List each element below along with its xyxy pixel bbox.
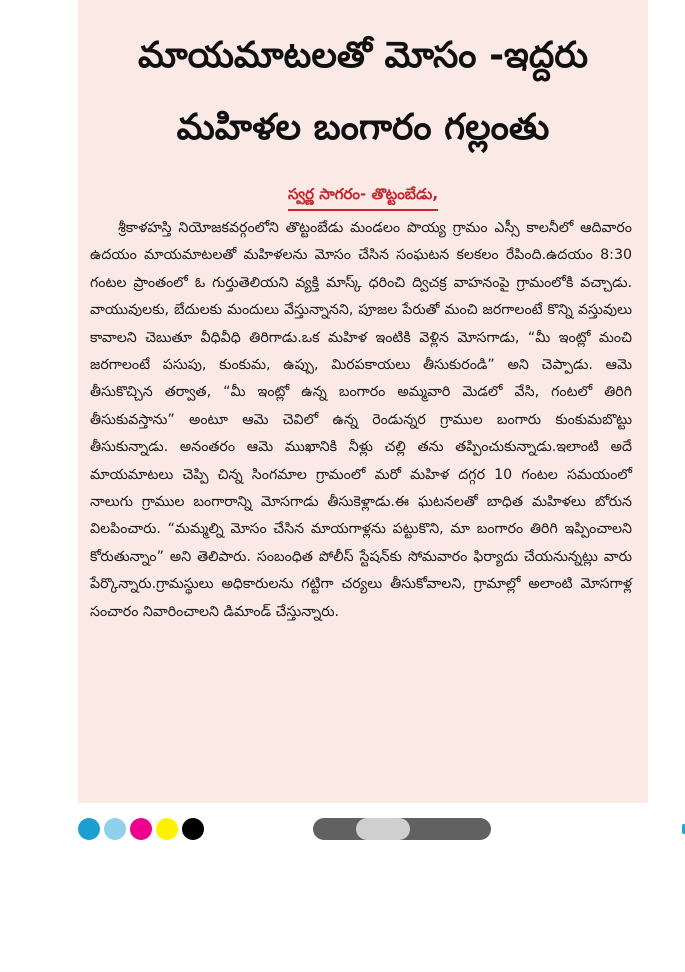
- cyan-dot: [78, 818, 100, 840]
- byline-container: [78, 184, 648, 211]
- registration-color-dots: [78, 818, 204, 840]
- light-cyan-dot: [104, 818, 126, 840]
- magenta-dot: [130, 818, 152, 840]
- article-body: శ్రీకాళహస్తి నియోజకవర్గంలోని తొట్టంబేడు మండలం పొయ్య గ్రామం ఎస్సీ కాలనీలో ఆదివారం ఉదయం మాయమాటలతో మహిళలను మోసం చేసిన సంఘటన కలకలం రేపింది.ఉదయం 8:30 గంటల ప్రాంతంలో ఓ గుర్తుతెలియని వ్యక్తి మాస్క్ ధరించి ద్విచక్ర వాహనంపై గ్రామంలోకి వచ్చాడు. వాయువులకు, బేదులకు మందులు వేస్తున్నానని, పూజల పేరుతో మంచి జరగాలంటే కొన్ని వస్తువులు కావాలని చెబుతూ వీధివీధి తిరిగాడు.ఒక మహిళ ఇంటికి వెళ్లిన మోసగాడు, “మీ ఇంట్లో మంచి జరగాలంటే పసుపు, కుంకుమ, ఉప్పు, మిరపకాయలు తీసుకురండి” అని చెప్పాడు. ఆమె తీసుకొచ్చిన తర్వాత, “మీ ఇంట్లో ఉన్న బంగారం అమ్మవారి మెడలో వేసి, గంటలో తిరిగి తీసుకువస్తాను” అంటూ ఆమె చెవిలో ఉన్న రెండున్నర గ్రాముల బంగారు కుంకుమబొట్టు తీసుకున్నాడు. అనంతరం ఆమె ముఖానికి నీళ్లు చల్లి తను తప్పించుకున్నాడు.ఇలాంటి అదే మాయమాటలు చెప్పి చిన్న సింగమాల గ్రామంలో మరో మహిళ దగ్గర 10 గంటల సమయంలో నాలుగు గ్రాముల బంగారాన్ని మోసగాడు తీసుకెళ్లాడు.ఈ ఘటనలతో బాధిత మహిళలు బోరున విలపించారు. “మమ్మల్ని మోసం చేసిన మాయగాళ్లను పట్టుకొని, మా బంగారం తిరిగి ఇప్పించాలని కోరుతున్నాం” అని తెలిపారు. సంబంధిత పోలీస్ స్టేషన్‌కు సోమవారం ఫిర్యాదు చేయనున్నట్లు వారు పేర్కొన్నారు.గ్రామస్థులు అధికారులను గట్టిగా చర్యలు తీసుకోవాలని, గ్రామాల్లో అలాంటి మోసగాళ్ల సంచారం నివారించాలని డిమాండ్ చేస్తున్నారు.: [90, 220, 632, 620]
- yellow-dot: [156, 818, 178, 840]
- byline: స్వర్ణ సాగరం- తొట్టంబేడు,: [288, 185, 438, 211]
- black-dot: [182, 818, 204, 840]
- headline-line-2: మహిళల బంగారం గల్లంతు: [176, 107, 550, 148]
- article-card: [78, 0, 648, 803]
- horizontal-scrollbar[interactable]: [313, 818, 491, 840]
- headline-line-1: మాయమాటలతో మోసం -ఇద్దరు: [137, 35, 589, 76]
- scrollbar-thumb[interactable]: [356, 818, 410, 840]
- headline: [78, 0, 648, 164]
